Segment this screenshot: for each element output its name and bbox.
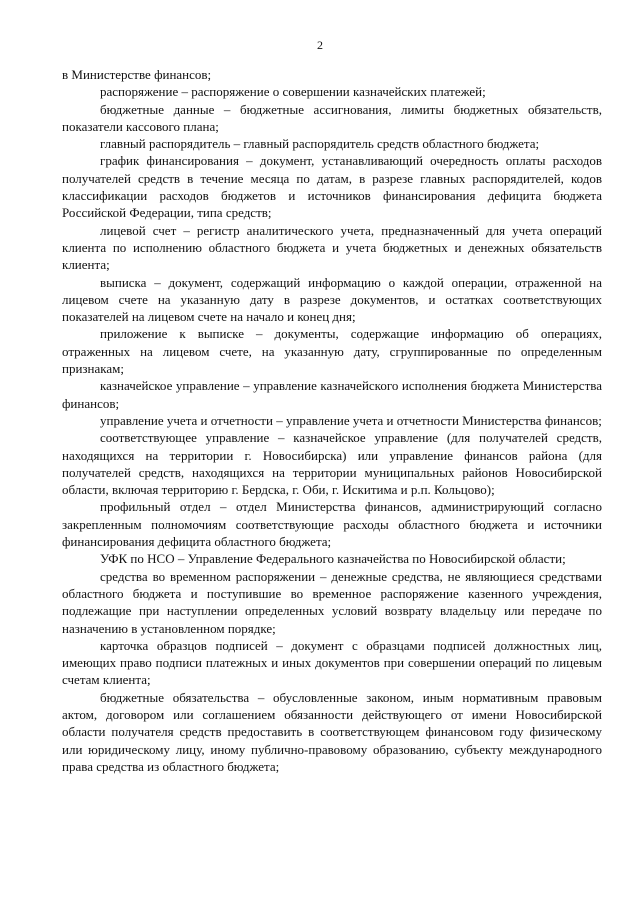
paragraph-byudzhetnye-dannye: бюджетные данные – бюджетные ассигнования, лимиты бюджетных обязательств, показатели кассового плана; bbox=[62, 101, 602, 134]
page-number: 2 bbox=[317, 38, 323, 52]
paragraph-kaznacheyskoe-upravlenie: казначейское управление – управление казначейского исполнения бюджета Министерства финансов; bbox=[62, 378, 602, 411]
paragraph-continuation: в Министерстве финансов; bbox=[62, 67, 212, 82]
document-body bbox=[62, 66, 602, 775]
paragraph-glavny-rasporyaditel: главный распорядитель – главный распорядитель средств областного бюджета; bbox=[100, 136, 540, 152]
paragraph-grafik-finansirovaniya: график финансирования – документ, устанавливающий очередность оплаты расходов получателей средств в течение месяца по датам, в разрезе главных распорядителей, кодов классификации расходов бюджетов и источников финансирования дефицита бюджета Российской Федерации, типа средств; bbox=[62, 153, 602, 221]
paragraph-byudzhetnye-obyazatelstva: бюджетные обязательства – обусловленные законом, иным нормативным правовым актом, договором или соглашением обязанности действующего от имени Новосибирской области получателя средств предоставить в соответствующем финансовом году физическому или юридическому лицу, иному публично-правовому образованию, субъекту международного права средства из областного бюджета; bbox=[62, 689, 602, 774]
paragraph-profilny-otdel: профильный отдел – отдел Министерства финансов, администрирующий согласно закрепленным полномочиям соответствующие расходы областного бюджета и источники финансирования дефицита областного бюджета; bbox=[62, 499, 602, 550]
paragraph-ufk-po-nso: УФК по НСО – Управление Федерального казначейства по Новосибирской области; bbox=[100, 551, 566, 567]
paragraph-litsevoy-schet: лицевой счет – регистр аналитического учета, предназначенный для учета операций клиента по исполнению областного бюджета и учета бюджетных и денежных обязательств клиента; bbox=[62, 222, 602, 273]
paragraph-rasporyazhenie: распоряжение – распоряжение о совершении казначейских платежей; bbox=[100, 84, 486, 100]
paragraph-vypiska: выписка – документ, содержащий информацию о каждой операции, отраженной на лицевом счете на указанную дату в разрезе документов, и остатках соответствующих показателей на лицевом счете на начало и конец дня; bbox=[62, 274, 602, 325]
paragraph-kartochka-obraztsov: карточка образцов подписей – документ с образцами подписей должностных лиц, имеющих право подписи платежных и иных документов при совершении операций по лицевым счетам клиента; bbox=[62, 637, 602, 688]
paragraph-sredstva-vo-vremennom: средства во временном распоряжении – денежные средства, не являющиеся средствами областного бюджета и поступившие во временное распоряжение казенного учреждения, подлежащие при наступлении определенных условий возврату владельцу или передаче по назначению в установленном порядке; bbox=[62, 568, 602, 636]
paragraph-upravlenie-ucheta: управление учета и отчетности – управление учета и отчетности Министерства финансов; bbox=[100, 412, 602, 428]
paragraph-sootvetstvuyushchee-upravlenie: соответствующее управление – казначейское управление (для получателей средств, находящихся на территории г. Новосибирска) или управление финансов района (для получателей средств, находящихся на территории муниципальных районов Новосибирской области, включая территорию г. Бердска, г. Оби, г. Искитима и р.п. Кольцово); bbox=[62, 430, 602, 498]
paragraph-prilozhenie-k-vypiske: приложение к выписке – документы, содержащие информацию об операциях, отраженных на лицевом счете, на указанную дату, сгруппированные по определенным признакам; bbox=[62, 326, 602, 377]
